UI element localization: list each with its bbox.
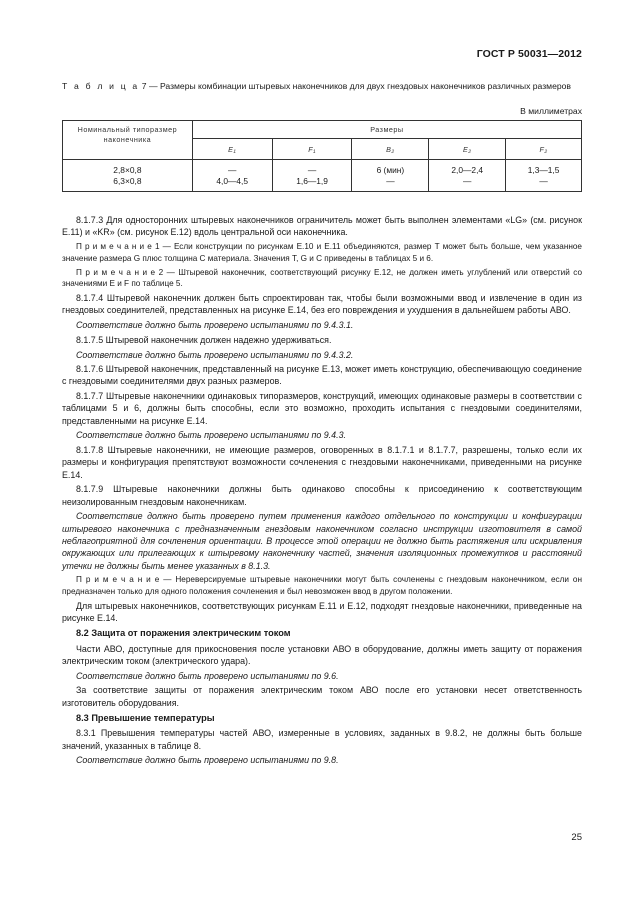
compliance-paragraph: Соответствие должно быть проверено испытаниями по 9.8. — [76, 755, 339, 766]
sub-header: E₂ — [429, 139, 506, 160]
table-cell: — — [506, 176, 582, 192]
table-caption — [62, 80, 582, 92]
paragraph: 8.1.7.6 Штыревой наконечник, представленный на рисунке Е.13, может иметь конструкцию, обеспечивающую соединение с гнездовыми соединителями двух разных размеров. — [62, 364, 582, 387]
table-row — [63, 176, 582, 192]
table-cell: 1,3—1,5 — [506, 163, 582, 176]
compliance-paragraph: Соответствие должно быть проверено испытаниями по 9.4.3. — [76, 430, 346, 441]
compliance-paragraph: Соответствие должно быть проверено путем применения каждого отдельного по конструкции и конфигурации штыревого наконечника с предназначенным гнездовым наконечником согласно инструкции изготовителя в самой неблагоприятной для сочленения ориентации. В процессе этой операции не должно быть растяжения или искривления окружающих или прилегающих к штыревому наконечнику частей, значения изоляционных промежутков и расстояний утечки не должны быть менее указанных в 8.1.3. — [62, 511, 582, 571]
table-row — [63, 163, 582, 176]
paragraph: 8.1.7.8 Штыревые наконечники, не имеющие размеров, оговоренных в 8.1.7.1 и 8.1.7.7, разрешены, только если их размеры и конфигурация препятствуют возможности сочленения с гнездовыми наконечниками, приведенными на рисунке Е.14. — [62, 445, 582, 480]
table-cell: 2,0—2,4 — [429, 163, 506, 176]
paragraph: Для штыревых наконечников, соответствующих рисункам Е.11 и Е.12, подходят гнездовые наконечники, приведенные на рисунке Е.14. — [62, 600, 582, 624]
table-cell: — — [429, 176, 506, 192]
page-number: 25 — [571, 832, 582, 843]
compliance-paragraph: Соответствие должно быть проверено испытаниями по 9.4.3.1. — [76, 320, 354, 331]
section-heading: 8.2 Защита от поражения электрическим током — [76, 628, 291, 639]
table-cell: 6 (мин) — [352, 163, 429, 176]
sub-header: F₁ — [272, 139, 352, 160]
table-caption-number: 7 — [141, 81, 147, 91]
table-cell: — — [352, 176, 429, 192]
body-text — [62, 214, 582, 769]
paragraph: Части АВО, доступные для прикосновения после установки АВО в оборудование, должны иметь защиту от поражения электрическим током (электрического удара). — [62, 643, 582, 667]
dimensions-table — [62, 120, 582, 192]
paragraph: 8.1.7.9 Штыревые наконечники должны быть одинаково способны к присоединению к соответствующим неизолированным гнездовым наконечникам. — [62, 484, 582, 507]
table-cell: 2,8×0,8 — [63, 163, 193, 176]
col-header-nominal: Номинальный типоразмер наконечника — [63, 121, 193, 160]
paragraph: За соответствие защиты от поражения электрическим током АВО после его установки несет ответственность изготовитель оборудования. — [62, 685, 582, 708]
table-cell: 1,6—1,9 — [272, 176, 352, 192]
note-paragraph: П р и м е ч а н и е 1 — Если конструкции по рисункам Е.10 и Е.11 объединяются, размер T может быть больше, чем указанное значение размера G плюс толщина С материала. Значения T, G и C приведены в таблицах 5 и 6. — [62, 241, 582, 263]
paragraph: 8.1.7.7 Штыревые наконечники одинаковых типоразмеров, конструкций, имеющих одинаковые размеры в соответствии с таблицами 5 и 6, должны быть способны, если это возможно, проходить испытания с гнездовыми соединителями, представленными на рисунке Е.14. — [62, 391, 582, 426]
table-cell: 4,0—4,5 — [192, 176, 272, 192]
table-cell: — — [272, 163, 352, 176]
col-header-dims: Размеры — [192, 121, 581, 139]
section-heading: 8.3 Превышение температуры — [76, 713, 215, 724]
sub-header: E₁ — [192, 139, 272, 160]
note-paragraph: П р и м е ч а н и е 2 — Штыревой наконечник, соответствующий рисунку Е.12, не должен иметь углублений или отверстий со значениями E и F по таблице 5. — [62, 267, 582, 289]
sub-header: B₂ — [352, 139, 429, 160]
paragraph: 8.3.1 Превышения температуры частей АВО, измеренные в условиях, заданных в 9.8.2, не должны быть больше значений, указанных в таблице 8. — [62, 728, 582, 751]
paragraph: 8.1.7.3 Для односторонних штыревых наконечников ограничитель может быть выполнен элементами «LG» (см. рисунок Е.11) и «KR» (см. рисунок Е.12) вдоль центральной оси наконечника. — [62, 215, 582, 238]
paragraph: 8.1.7.5 Штыревой наконечник должен надежно удерживаться. — [76, 334, 332, 345]
compliance-paragraph: Соответствие должно быть проверено испытаниями по 9.6. — [76, 670, 339, 681]
table-cell: — — [192, 163, 272, 176]
table-units: В миллиметрах — [520, 106, 582, 116]
note-paragraph: П р и м е ч а н и е — Нереверсируемые штыревые наконечники могут быть сочленены с гнездовым наконечником, если он предназначен только для одного положения сочленения и был невозможен ввод в другом положении. — [62, 575, 582, 596]
table-cell: 6,3×0,8 — [63, 176, 193, 192]
sub-header: F₂ — [506, 139, 582, 160]
standard-header: ГОСТ Р 50031—2012 — [476, 48, 582, 60]
compliance-paragraph: Соответствие должно быть проверено испытаниями по 9.4.3.2. — [76, 349, 354, 360]
table-caption-text: — Размеры комбинации штыревых наконечников для двух гнездовых наконечников различных размеров — [148, 81, 571, 91]
paragraph: 8.1.7.4 Штыревой наконечник должен быть спроектирован так, чтобы были возможными ввод и извлечение в один из гнездовых соединителей, представленных на рисунке Е.14, без его повреждения и ухудшения в дальнейшем работы АВО. — [62, 293, 582, 316]
table-caption-prefix: Т а б л и ц а — [62, 81, 140, 91]
